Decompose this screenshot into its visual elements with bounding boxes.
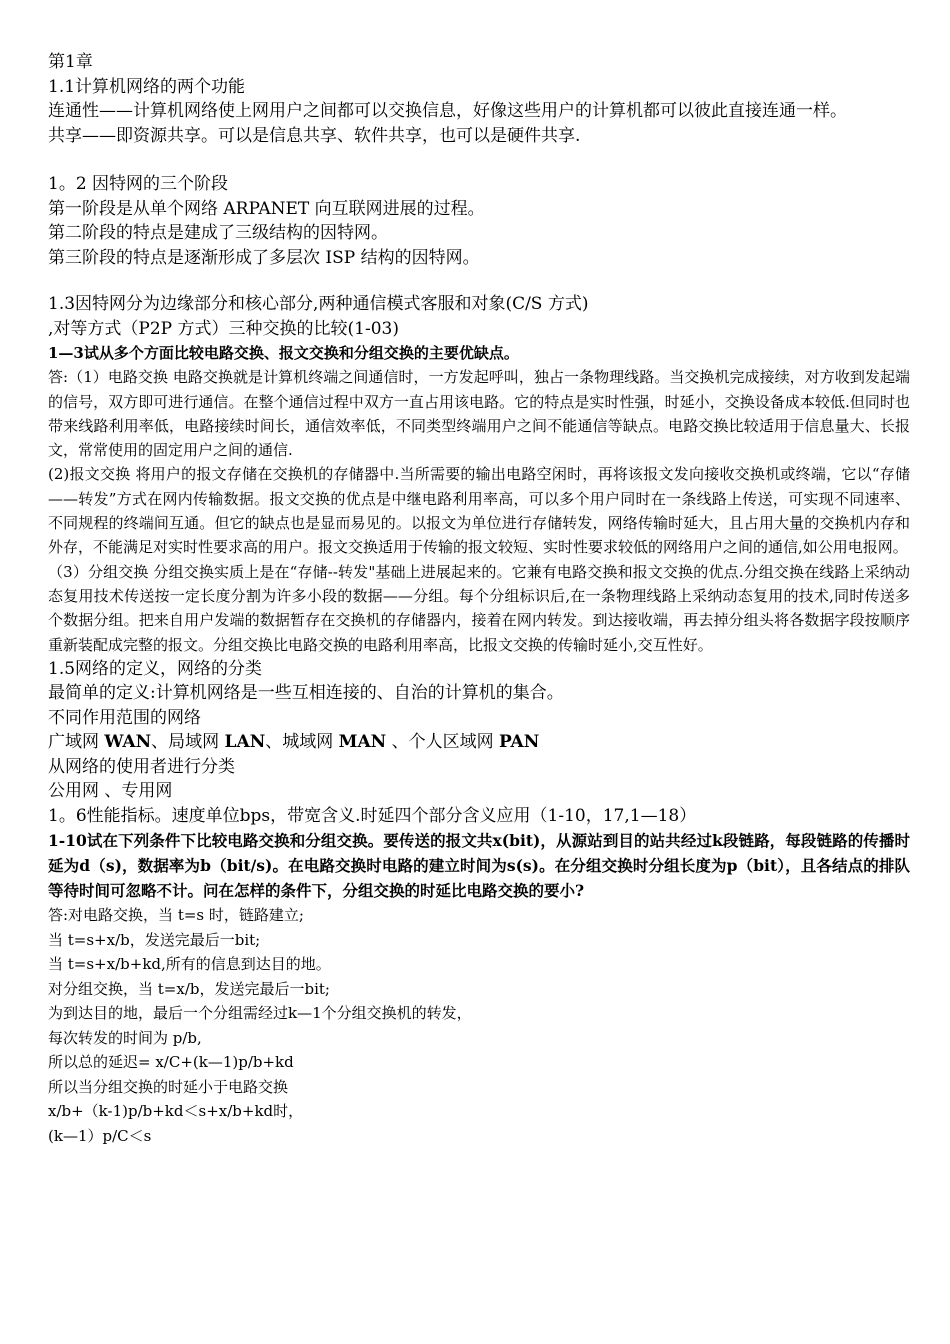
section-1-5-heading: 1.5网络的定义，网络的分类 <box>48 658 263 679</box>
answer-line: 所以总的延迟= x/C+(k—1)p/b+kd <box>48 1053 294 1072</box>
answer-line: 所以当分组交换的时延小于电路交换 <box>48 1077 289 1096</box>
section-1-6-heading: 1。6性能指标。速度单位bps，带宽含义.时延四个部分含义应用（1-10，17,1—18） <box>48 805 697 826</box>
public-private-networks: 公用网 、专用网 <box>48 781 173 802</box>
answer-line: 当 t=s+x/b，发送完最后一bit; <box>48 930 261 949</box>
network-definition: 最简单的定义:计算机网络是一些互相连接的、自治的计算机的集合。 <box>48 683 564 704</box>
section-1-2-heading: 1。2 因特网的三个阶段 <box>48 174 229 194</box>
answer-line: 答:对电路交换，当 t=s 时，链路建立; <box>48 906 304 925</box>
scope-networks-label: 不同作用范围的网络 <box>48 707 201 728</box>
section-1-3-heading-cont: ,对等方式（P2P 方式）三种交换的比较(1-03) <box>48 318 399 339</box>
sharing-paragraph: 共享——即资源共享。可以是信息共享、软件共享，也可以是硬件共享. <box>48 125 581 146</box>
answer-line: x/b+（k-1)p/b+kd＜s+x/b+kd时， <box>48 1102 304 1121</box>
document-page <box>48 50 910 1148</box>
connectivity-paragraph: 连通性——计算机网络使上网用户之间都可以交换信息，好像这些用户的计算机都可以彼此直接连通一样。 <box>48 101 847 121</box>
stage-two-line: 第二阶段的特点是建成了三级结构的因特网。 <box>48 223 388 243</box>
answer-line: 为到达目的地，最后一个分组需经过k—1个分组交换机的转发， <box>48 1004 472 1023</box>
stage-one-line: 第一阶段是从单个网络 ARPANET 向互联网进展的过程。 <box>48 198 485 219</box>
stage-three-line: 第三阶段的特点是逐渐形成了多层次 ISP 结构的因特网。 <box>48 247 480 268</box>
answer-line: 对分组交换，当 t=x/b，发送完最后一bit; <box>48 979 330 998</box>
question-1-10: 1-10试在下列条件下比较电路交换和分组交换。要传送的报文共x(bit)，从源站到目的站共经过k段链路，每段链路的传播时延为d（s)，数据率为b（bit/s)。在电路交换时电路的建立时间为s(s)。在分组交换时分组长度为p（bit），且各结点的排队等待时间可忽略不计。问在怎样的条件下，分组交换的时延比电路交换的要小? <box>48 831 910 901</box>
section-1-3-heading: 1.3因特网分为边缘部分和核心部分,两种通信模式客服和对象(C/S 方式) <box>48 294 589 314</box>
answer-packet-switching: （3）分组交换 分组交换实质上是在“存储--转发"基础上进展起来的。它兼有电路交换和报文交换的优点.分组交换在线路上采纳动态复用技术传送按一定长度分割为许多小段的数据——分组。每个分组标识后,在一条物理线路上采纳动态复用的技术,同时传送多个数据分组。把来自用户发端的数据暂存在交换机的存储器内，接着在网内转发。到达接收端，再去掉分组头将各数据字段按顺序重新装配成完整的报文。分组交换比电路交换的电路利用率高，比报文交换的传输时延小,交互性好。 <box>48 562 910 654</box>
answer-circuit-switching: 答:（1）电路交换 电路交换就是计算机终端之间通信时，一方发起呼叫，独占一条物理线路。当交换机完成接续，对方收到发起端的信号，双方即可进行通信。在整个通信过程中双方一直占用该电路。它的特点是实时性强，时延小，交换设备成本较低.但同时也带来线路利用率低，电路接续时间长，通信效率低，不同类型终端用户之间不能通信等缺点。电路交换比较适用于信息量大、长报文，常常使用的固定用户之间的通信. <box>48 368 910 460</box>
answer-line: (k—1）p/C＜s <box>48 1126 152 1145</box>
answer-message-switching: (2)报文交换 将用户的报文存储在交换机的存储器中.当所需要的输出电路空闲时，再将该报文发向接收交换机或终端，它以“存储——转发”方式在网内传输数据。报文交换的优点是中继电路利用率高，可以多个用户同时在一条线路上传送，可实现不同速率、不同规程的终端间互通。但它的缺点也是显而易见的。以报文为单位进行存储转发，网络传输时延大，且占用大量的交换机内存和外存，不能满足对实时性要求高的用户。报文交换适用于传输的报文较短、实时性要求较低的网络用户之间的通信,如公用电报网。 <box>48 465 910 557</box>
question-1-3: 1—3试从多个方面比较电路交换、报文交换和分组交换的主要优缺点。 <box>48 344 519 362</box>
section-1-1-heading: 1.1计算机网络的两个功能 <box>48 76 246 97</box>
chapter-heading: 第1章 <box>48 52 93 72</box>
network-types-line: 广域网 WAN、局域网 LAN、城域网 MAN 、个人区域网 PAN <box>48 732 540 753</box>
answer-line: 每次转发的时间为 p/b, <box>48 1028 202 1047</box>
answer-line: 当 t=s+x/b+kd,所有的信息到达目的地。 <box>48 955 331 974</box>
user-classification-label: 从网络的使用者进行分类 <box>48 756 235 777</box>
